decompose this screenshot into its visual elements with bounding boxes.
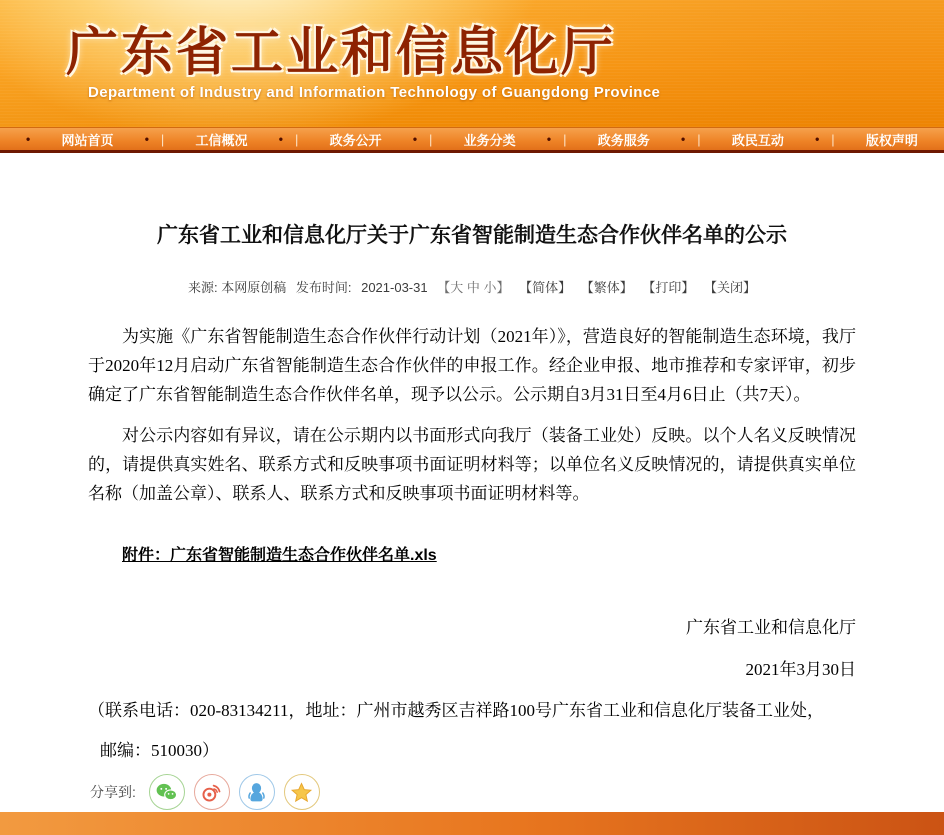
attachment-filename[interactable]: 广东省智能制造生态合作伙伴名单.xls bbox=[170, 547, 437, 564]
meta-publish-label: 发布时间: bbox=[295, 280, 352, 295]
nav-pipe-divider: | bbox=[429, 131, 433, 147]
nav-bullet-icon: • bbox=[681, 132, 686, 146]
close-button[interactable]: 【关闭】 bbox=[704, 280, 757, 295]
signature-organization: 广东省工业和信息化厅 bbox=[686, 618, 856, 637]
weibo-icon bbox=[200, 781, 223, 804]
nav-item-copyright[interactable]: 版权声明 bbox=[865, 132, 918, 148]
favorite-star-icon bbox=[290, 781, 313, 804]
main-nav bbox=[0, 127, 944, 153]
nav-bullet-icon: • bbox=[26, 132, 31, 146]
nav-item-home[interactable]: 网站首页 bbox=[61, 132, 114, 148]
nav-bullet-icon: • bbox=[412, 132, 418, 146]
article-body bbox=[88, 322, 856, 508]
nav-pipe-divider: | bbox=[160, 131, 165, 147]
nav-item-overview[interactable]: 工信概况 bbox=[195, 132, 248, 148]
site-title: 广东省工业和信息化厅 bbox=[66, 24, 617, 82]
site-subtitle-english: Department of Industry and Information Technology of Guangdong Province bbox=[88, 83, 661, 101]
article-meta-bar bbox=[88, 277, 856, 296]
nav-pipe-divider: | bbox=[697, 131, 701, 147]
nav-separator bbox=[413, 132, 433, 147]
signature-block bbox=[88, 613, 856, 680]
nav-separator bbox=[681, 132, 701, 147]
nav-item-business[interactable]: 业务分类 bbox=[463, 132, 516, 148]
attachment-label: 附件： bbox=[122, 547, 171, 564]
qq-icon bbox=[245, 781, 268, 804]
nav-bullet-icon: • bbox=[815, 132, 820, 146]
share-weibo-button[interactable] bbox=[194, 774, 230, 810]
nav-separator bbox=[547, 132, 567, 147]
simplified-chinese-button[interactable]: 【简体】 bbox=[519, 280, 572, 295]
contact-line-1: （联系电话：020-83134211，地址：广州市越秀区吉祥路100号广东省工业和信息化厅装备工业处， bbox=[88, 701, 825, 720]
nav-bullet-icon: • bbox=[144, 132, 149, 146]
nav-separator bbox=[279, 132, 299, 147]
nav-pipe-divider: | bbox=[294, 131, 299, 147]
wechat-icon bbox=[155, 781, 178, 804]
print-button[interactable]: 【打印】 bbox=[642, 280, 695, 295]
article-content bbox=[0, 219, 944, 810]
font-size-control[interactable]: 【大 中 小】 bbox=[437, 280, 510, 295]
share-bar bbox=[88, 774, 856, 810]
signature-date: 2021年3月30日 bbox=[745, 660, 856, 679]
paragraph-2: 对公示内容如有异议，请在公示期内以书面形式向我厅（装备工业处）反映。以个人名义反映情况的，请提供真实姓名、联系方式和反映事项书面证明材料等；以单位名义反映情况的，请提供真实单位名称（加盖公章）、联系人、联系方式和反映事项书面证明材料等。 bbox=[88, 426, 856, 503]
nav-pipe-divider: | bbox=[831, 131, 835, 147]
nav-item-services[interactable]: 政务服务 bbox=[597, 132, 650, 148]
traditional-chinese-button[interactable]: 【繁体】 bbox=[580, 280, 633, 295]
nav-separator bbox=[815, 132, 835, 147]
article-title: 广东省工业和信息化厅关于广东省智能制造生态合作伙伴名单的公示 bbox=[157, 224, 787, 247]
share-label: 分享到: bbox=[90, 784, 136, 800]
paragraph-1: 为实施《广东省智能制造生态合作伙伴行动计划（2021年）》，营造良好的智能制造生态环境，我厅于2020年12月启动广东省智能制造生态合作伙伴的申报工作。经企业申报、地市推荐和专家评审，初步确定了广东省智能制造生态合作伙伴名单，现予以公示。公示期自3月31日至4月6日止（共7天）。 bbox=[88, 327, 856, 404]
meta-source: 来源: 本网原创稿 bbox=[187, 280, 287, 295]
nav-separator bbox=[145, 132, 165, 147]
nav-bullet-icon: • bbox=[546, 132, 552, 146]
nav-bullet-icon: • bbox=[278, 132, 283, 146]
nav-pipe-divider: | bbox=[563, 131, 567, 147]
site-header-banner bbox=[0, 0, 944, 127]
contact-line-2: 邮编：510030） bbox=[100, 741, 219, 760]
share-favorite-button[interactable] bbox=[284, 774, 320, 810]
contact-info bbox=[88, 696, 856, 761]
nav-item-disclosure[interactable]: 政务公开 bbox=[329, 132, 382, 148]
meta-publish-date: 2021-03-31 bbox=[361, 280, 428, 295]
share-qq-button[interactable] bbox=[239, 774, 275, 810]
nav-item-interaction[interactable]: 政民互动 bbox=[731, 132, 784, 148]
share-wechat-button[interactable] bbox=[149, 774, 185, 810]
footer-bar bbox=[0, 812, 944, 835]
attachment-link[interactable] bbox=[122, 542, 437, 565]
